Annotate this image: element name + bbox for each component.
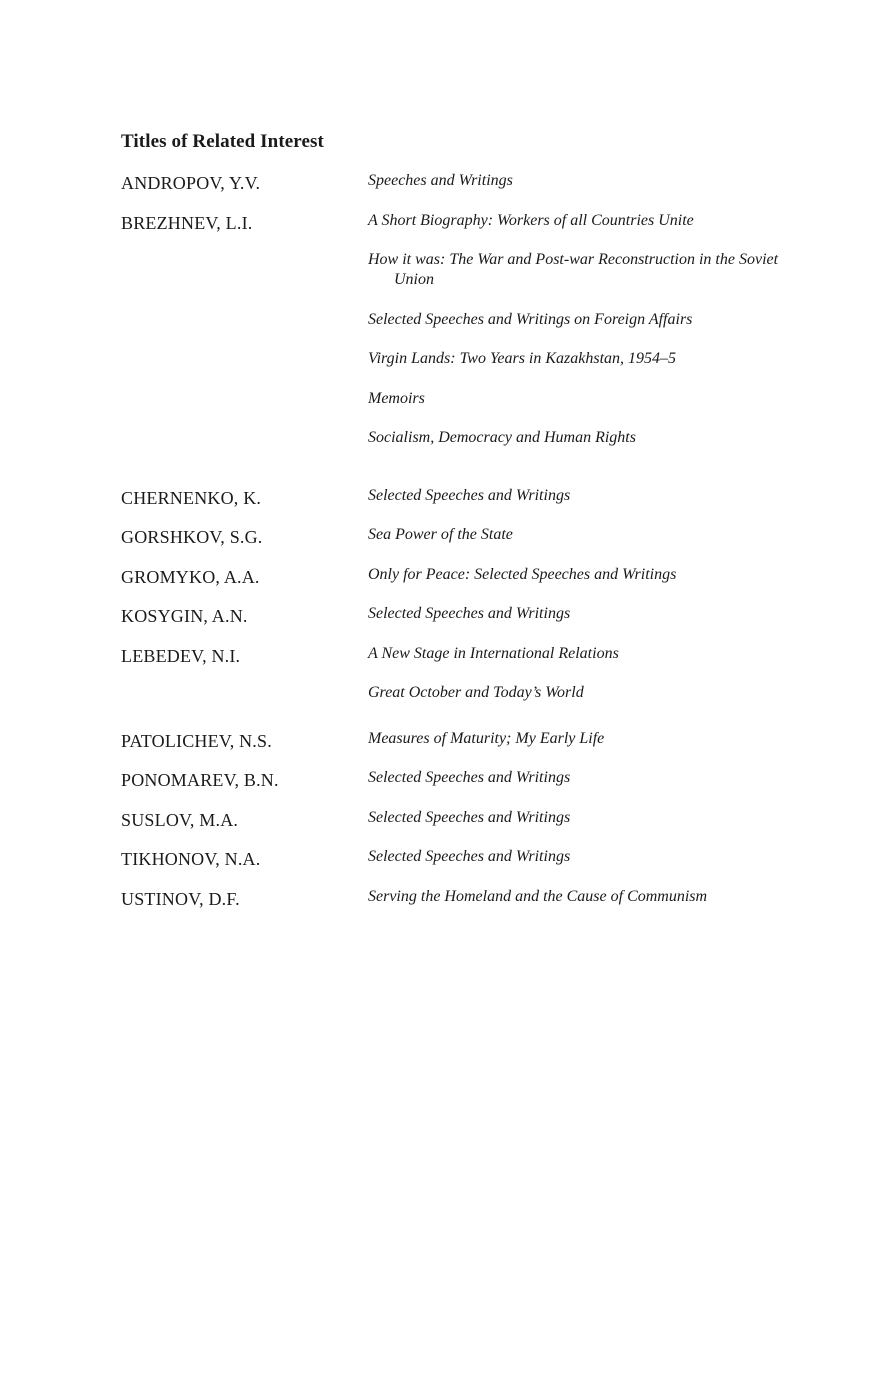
author-entry-lebedev	[121, 644, 781, 723]
author-name: TIKHONOV, N.A.	[121, 849, 261, 869]
title-list	[368, 486, 781, 526]
title-list	[368, 768, 781, 808]
book-title: Virgin Lands: Two Years in Kazakhstan, 1954–5	[368, 350, 677, 367]
book-title: Only for Peace: Selected Speeches and Writings	[368, 565, 677, 583]
author-name: GORSHKOV, S.G.	[121, 527, 263, 547]
book-title: Selected Speeches and Writings	[368, 848, 571, 865]
title-list	[368, 847, 781, 887]
book-title: Selected Speeches and Writings	[368, 769, 571, 786]
title-list	[368, 729, 781, 769]
author-entry-gromyko	[121, 565, 781, 605]
book-title: Memoirs	[368, 389, 425, 407]
author-entry-gorshkov	[121, 525, 781, 565]
book-title: Measures of Maturity; My Early Life	[368, 729, 605, 747]
book-title: How it was: The War and Post-war Reconstruction in the Soviet Union	[368, 251, 779, 288]
book-title: Selected Speeches and Writings	[368, 605, 571, 622]
book-title: A Short Biography: Workers of all Countries Unite	[368, 211, 694, 229]
author-entry-andropov	[121, 171, 781, 211]
author-name: CHERNENKO, K.	[121, 487, 262, 508]
author-entry-suslov	[121, 808, 781, 848]
book-title: Selected Speeches and Writings on Foreign Affairs	[368, 310, 693, 328]
title-list	[368, 211, 781, 468]
title-list	[368, 604, 781, 644]
book-title: Selected Speeches and Writings	[368, 808, 571, 826]
author-name: PONOMAREV, B.N.	[121, 770, 279, 790]
author-name: ANDROPOV, Y.V.	[121, 173, 261, 193]
author-entry-patolichev	[121, 729, 781, 769]
author-name: BREZHNEV, L.I.	[121, 212, 253, 233]
author-entry-brezhnev	[121, 211, 781, 468]
author-name: GROMYKO, A.A.	[121, 566, 260, 587]
author-entry-ustinov	[121, 887, 781, 927]
book-title: Sea Power of the State	[368, 526, 513, 543]
book-title: Selected Speeches and Writings	[368, 486, 571, 504]
author-entry-tikhonov	[121, 847, 781, 887]
title-list	[368, 171, 781, 211]
author-name: USTINOV, D.F.	[121, 888, 240, 909]
author-name: PATOLICHEV, N.S.	[121, 730, 272, 751]
author-entry-kosygin	[121, 604, 781, 644]
author-entry-chernenko	[121, 486, 781, 526]
related-titles-list	[121, 171, 781, 926]
author-entry-ponomarev	[121, 768, 781, 808]
title-list	[368, 887, 781, 927]
author-name: SUSLOV, M.A.	[121, 809, 239, 830]
author-name: KOSYGIN, A.N.	[121, 606, 248, 626]
title-list	[368, 565, 781, 605]
book-title: Great October and Today’s World	[368, 684, 584, 701]
author-name: LEBEDEV, N.I.	[121, 645, 241, 666]
page-heading: Titles of Related Interest	[121, 131, 324, 152]
book-title: Socialism, Democracy and Human Rights	[368, 429, 636, 446]
book-title: A New Stage in International Relations	[368, 644, 619, 662]
book-title: Serving the Homeland and the Cause of Communism	[368, 887, 708, 905]
title-list	[368, 644, 781, 723]
title-list	[368, 808, 781, 848]
book-title: Speeches and Writings	[368, 172, 513, 189]
title-list	[368, 525, 781, 565]
